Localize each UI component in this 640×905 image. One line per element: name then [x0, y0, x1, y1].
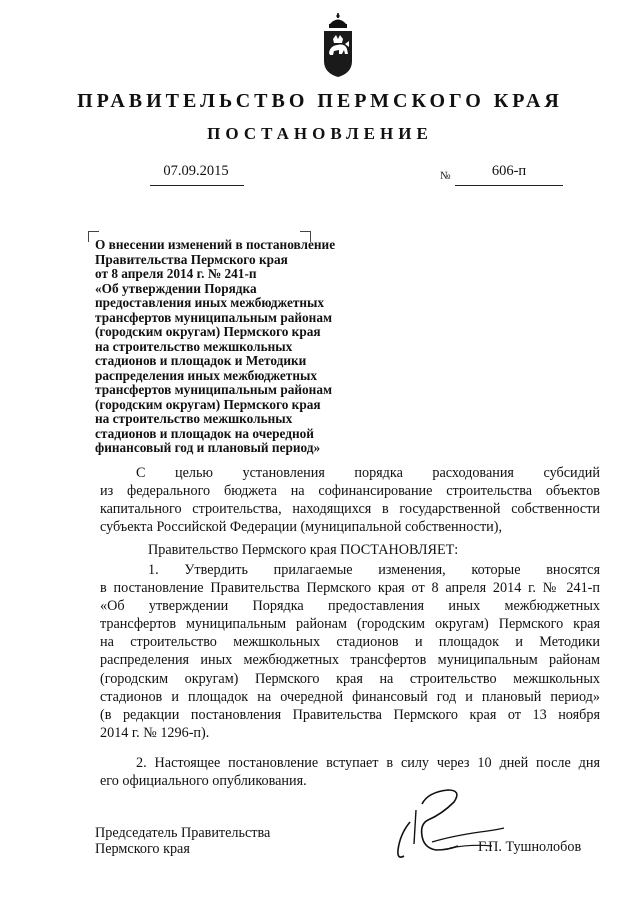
- subject-line: О внесении изменений в постановление: [95, 237, 336, 252]
- paragraph-line: распределения иных межбюджетных трансфертов муниципальным районам: [100, 652, 600, 669]
- subject-line: финансовый год и плановый период»: [95, 440, 321, 455]
- item-1-paragraph: [100, 561, 600, 742]
- paragraph-line: (в редакции постановления Правительства Пермского края от 13 ноября: [100, 706, 600, 723]
- preamble-paragraph: [100, 464, 600, 536]
- coat-of-arms-icon: [318, 13, 358, 79]
- position-line: Пермского края: [95, 841, 190, 857]
- position-line: Председатель Правительства: [95, 825, 271, 841]
- paragraph-line: на строительство межшкольных стадионов и площадок и Методики: [100, 634, 600, 651]
- document-number: 606-п: [491, 163, 527, 179]
- paragraph-line: 1. Утвердить прилагаемые изменения, которые вносятся: [148, 562, 600, 578]
- subject-line: стадионов и площадок на очередной: [95, 425, 314, 441]
- subject-line: «Об утверждении Порядка: [95, 280, 257, 296]
- paragraph-line: в постановление Правительства Пермского края от 8 апреля 2014 г. № 241-п: [100, 580, 600, 597]
- handwritten-signature-icon: [392, 784, 522, 864]
- paragraph-line: трансфертов муниципальным районам (городским округам) Пермского края: [100, 616, 600, 633]
- subject-line: на строительство межшкольных: [95, 411, 293, 426]
- paragraph-line: его официального опубликования.: [100, 773, 307, 790]
- subject-line: трансфертов муниципальным районам: [95, 309, 333, 325]
- subject-line: от 8 апреля 2014 г. № 241-п: [95, 266, 257, 281]
- document-date: 07.09.2015: [163, 163, 229, 179]
- paragraph-line: стадионов и площадок на очередной финансовый год и плановый период»: [100, 688, 600, 705]
- signatory-position: [95, 825, 270, 857]
- item-2-paragraph: [100, 754, 600, 790]
- paragraph-line: из федерального бюджета на софинансирование строительства объектов: [100, 483, 600, 500]
- subject-line: предоставления иных межбюджетных: [95, 295, 325, 310]
- paragraph-line: «Об утверждении Порядка предоставления иных межбюджетных: [100, 598, 600, 615]
- document-type: ПОСТАНОВЛЕНИЕ: [207, 124, 433, 143]
- number-underline: [455, 185, 563, 186]
- paragraph-line: 2014 г. № 1296-п).: [100, 724, 210, 741]
- subject-line: (городским округам) Пермского края: [95, 324, 321, 339]
- subject-line: распределения иных межбюджетных: [95, 367, 318, 383]
- organization-title: ПРАВИТЕЛЬСТВО ПЕРМСКОГО КРАЯ: [77, 90, 563, 112]
- subject-line: стадионов и площадок и Методики: [95, 353, 307, 368]
- paragraph-line: (городским округам) Пермского края на строительство межшкольных: [100, 670, 600, 687]
- subject-line: на строительство межшкольных: [95, 338, 293, 354]
- paragraph-line: С целью установления порядка расходования субсидий: [136, 465, 600, 481]
- paragraph-line: капитального строительства, находящихся в государственной собственности: [100, 501, 600, 518]
- paragraph-line: 2. Настоящее постановление вступает в силу через 10 дней после дня: [136, 755, 600, 771]
- subject-line: трансфертов муниципальным районам: [95, 382, 333, 397]
- document-subject: [95, 238, 385, 456]
- paragraph-line: субъекта Российской Федерации (муниципальной собственности),: [100, 519, 503, 536]
- signatory-name: Г.П. Тушнолобов: [478, 839, 582, 855]
- resolution-statement: Правительство Пермского края ПОСТАНОВЛЯЕТ:: [148, 542, 459, 558]
- number-sign: №: [440, 170, 451, 182]
- subject-line: Правительства Пермского края: [95, 251, 288, 267]
- subject-line: (городским округам) Пермского края: [95, 396, 321, 412]
- date-underline: [150, 185, 244, 186]
